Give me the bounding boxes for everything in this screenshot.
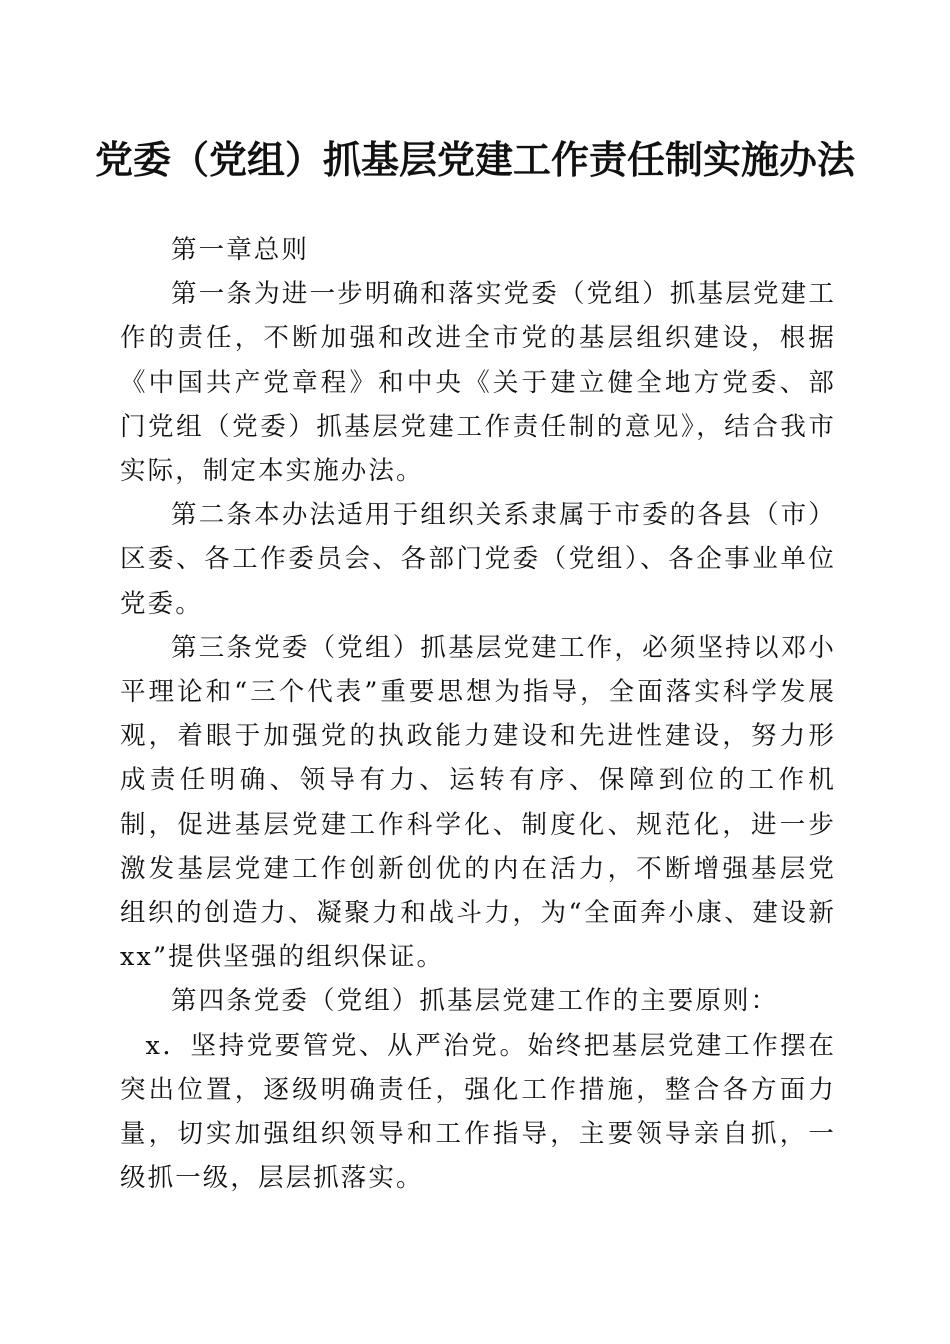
article-2-paragraph: 第二条本办法适用于组织关系隶属于市委的各县（市）区委、各工作委员会、各部门党委（党组）、各企事业单位党委。 (120, 500, 836, 619)
article-4-paragraph: 第四条党委（党组）抓基层党建工作的主要原则： (171, 986, 779, 1017)
article-1-paragraph: 第一条为进一步明确和落实党委（党组）抓基层党建工作的责任，不断加强和改进全市党的基层组织建设，根据《中国共产党章程》和中央《关于建立健全地方党委、部门党组（党委）抓基层党建工作责任制的意见》，结合我市实际，制定本实施办法。 (120, 279, 836, 487)
document-title: 党委（党组）抓基层党建工作责任制实施办法 (94, 138, 855, 182)
chapter-heading: 第一章总则 (171, 235, 310, 265)
article-3-paragraph: 第三条党委（党组）抓基层党建工作，必须坚持以邓小平理论和“三个代表”重要思想为指导，全面落实科学发展观，着眼于加强党的执政能力建设和先进性建设，努力形成责任明确、领导有力、运转有序、保障到位的工作机制，促进基层党建工作科学化、制度化、规范化，进一步激发基层党建工作创新创优的内在活力，不断增强基层党组织的创造力、凝聚力和战斗力，为“全面奔小康、建设新xx”提供坚强的组织保证。 (120, 632, 836, 973)
principle-item-paragraph: x．坚持党要管党、从严治党。始终把基层党建工作摆在突出位置，逐级明确责任，强化工作措施，整合各方面力量，切实加强组织领导和工作指导，主要领导亲自抓，一级抓一级，层层抓落实。 (120, 1030, 836, 1194)
document-body (120, 228, 836, 1200)
